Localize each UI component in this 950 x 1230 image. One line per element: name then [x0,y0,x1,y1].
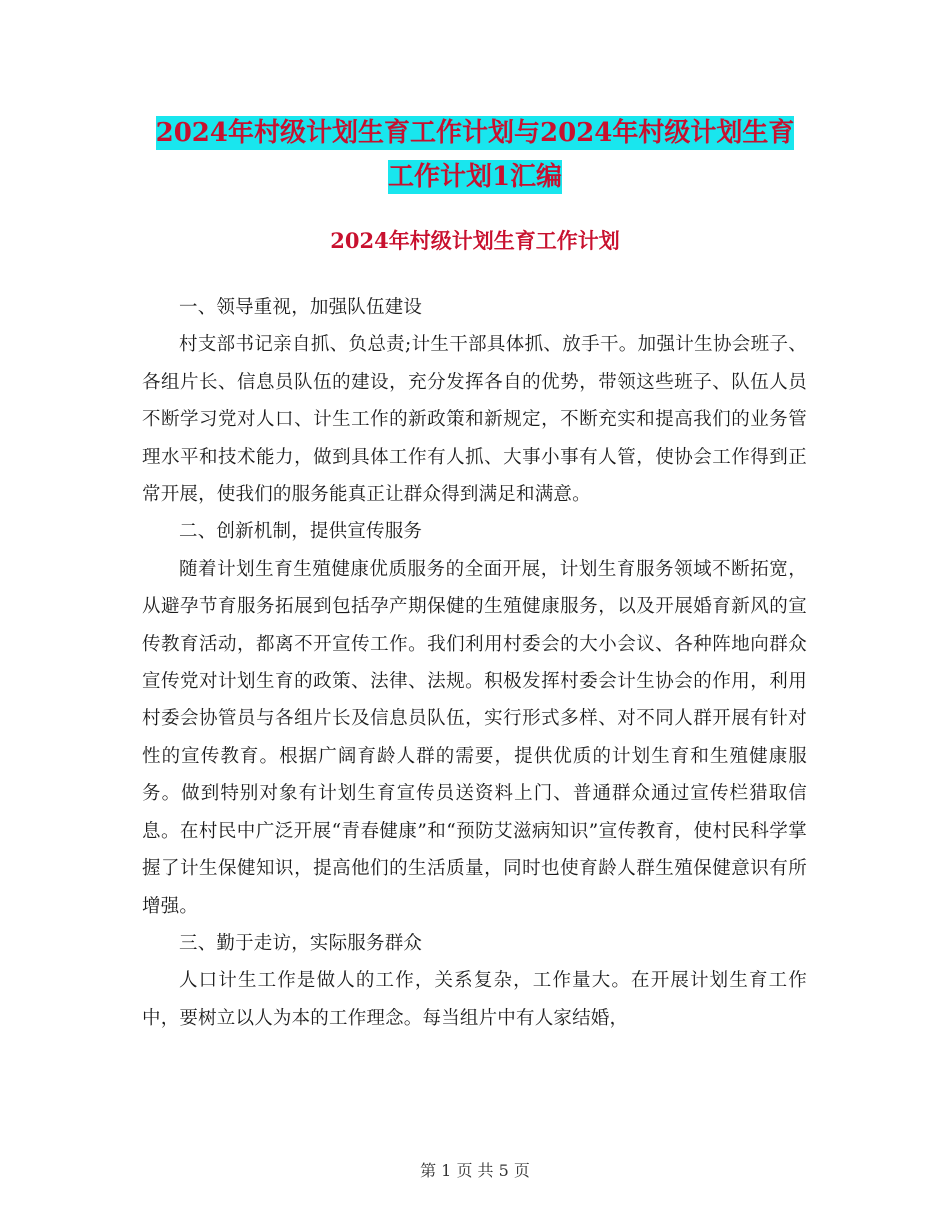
document-title-line-1: 2024年村级计划生育工作计划与2024年村级计划生育 [155,118,795,148]
page-footer: 第 1 页 共 5 页 [420,1161,530,1180]
section-title: 2024年村级计划生育工作计划 [330,228,620,253]
heading-2: 二、创新机制，提供宣传服务 [179,521,423,543]
paragraph-1: 村支部书记亲自抓、负总责;计生干部具体抓、放手干。加强计生协会班子、各组片长、信息员队伍的建设，充分发挥各自的优势，带领这些班子、队伍人员不断学习党对人口、计生工作的新政策和新规定，不断充实和提高我们的业务管理水平和技术能力，做到具体工作有人抓、大事小事有人管，使协会工作得到正常开展，使我们的服务能真正让群众得到满足和满意。 [142,334,807,506]
heading-3: 三、勤于走访，实际服务群众 [179,932,423,954]
paragraph-3: 人口计生工作是做人的工作，关系复杂，工作量大。在开展计划生育工作中，要树立以人为本的工作理念。每当组片中有人家结婚， [142,970,807,1029]
heading-1: 一、领导重视，加强队伍建设 [179,297,423,318]
document-body [142,289,807,1037]
document-title-line-2: 工作计划1汇编 [387,162,563,192]
paragraph-2: 随着计划生育生殖健康优质服务的全面开展，计划生育服务领域不断拓宽，从避孕节育服务拓展到包括孕产期保健的生殖健康服务，以及开展婚育新风的宣传教育活动，都离不开宣传工作。我们利用村委会的大小会议、各种阵地向群众宣传党对计划生育的政策、法律、法规。积极发挥村委会计生协会的作用，利用村委会协管员与各组片长及信息员队伍，实行形式多样、对不同人群开展有针对性的宣传教育。根据广阔育龄人群的需要，提供优质的计划生育和生殖健康服务。做到特别对象有计划生育宣传员送资料上门、普通群众通过宣传栏猎取信息。在村民中广泛开展“青春健康”和“预防艾滋病知识”宣传教育，使村民科学掌握了计生保健知识，提高他们的生活质量，同时也使育龄人群生殖保健意识有所增强。 [142,558,807,917]
